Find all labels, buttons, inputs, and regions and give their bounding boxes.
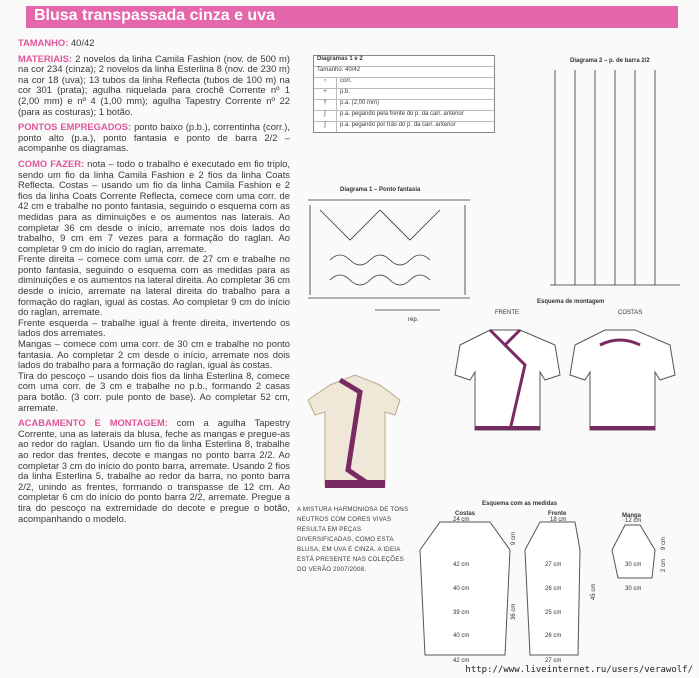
manga-val-2: 30 cm [625, 586, 642, 592]
mangas: Mangas – comece com uma corr. de 30 cm e trabalhe no ponto fantasia. Ao completar 2 cm desde o início, arremate nos dois lados do trabalho para a formação do raglan, igual às costas. [18, 338, 290, 371]
height-4: 2 cm [661, 558, 667, 572]
diagram1-rep: rep. [408, 317, 419, 323]
frente-direita: Frente direita – comece com uma corr. de 27 cm e trabalhe no ponto fantasia, seguindo o esquema com as medidas para as diminuições e os aumentos na lateral direita. Ao completar 36 cm desde o início, arremate na lateral direita do trabalho para a formação do raglan, igual às costas. Ao completar 9 cm do início do raglan, arremate. [18, 253, 290, 318]
costas-val-4: 40 cm [453, 633, 470, 639]
montagem-back [570, 330, 675, 430]
frente-val-4: 26 cm [545, 633, 562, 639]
frente-piece-label: Frente [548, 511, 567, 517]
manga-piece-label: Manga [622, 513, 642, 519]
montagem-front [455, 330, 560, 430]
height-0: 9 cm [511, 531, 517, 545]
plus-icon: + [314, 89, 337, 99]
costas-val-0: 24 cm [453, 517, 470, 523]
chain-icon: ○ [314, 78, 337, 88]
manga-val-1: 30 cm [625, 562, 642, 568]
page-title: Blusa transpassada cinza e uva [34, 7, 275, 24]
frente-val-0: 18 cm [550, 517, 567, 523]
materiais: MATERIAIS: 2 novelos da linha Camila Fashion (nov. de 500 m) na cor 234 (cinza); 2 novelos da linha Esterlina 8 (nov. de 230 m) na cor 18 (uva); 13 tubos da linha Reflecta (tubos de 100 m) na cor 301 (prata); agulha niquelada para crochê Corrente nº 1 (2,00 mm) e nº 4 (1,00 mm); agulha Tapestry Corrente nº 22 (para as costuras); 1 botão. [18, 52, 290, 117]
diagram2-chart [550, 70, 680, 285]
frente-val-2: 26 cm [545, 586, 562, 592]
height-1: 36 cm [511, 603, 517, 620]
costas-val-5: 42 cm [453, 658, 470, 664]
height-3: 9 cm [661, 536, 667, 550]
height-2: 45 cm [591, 583, 597, 600]
legend-size: Tamanho: 40/42 [317, 67, 361, 73]
manga-val-0: 12 cm [625, 518, 642, 524]
dc-icon: † [314, 100, 337, 110]
diagram1-chart [308, 200, 470, 310]
garment-photo [304, 368, 409, 498]
costas-val-2: 40 cm [453, 586, 470, 592]
source-credit: http://www.liveinternet.ru/users/verawolf/ [465, 665, 693, 675]
pontos: PONTOS EMPREGADOS: ponto baixo (p.b.), correntinha (corr.), ponto alto (p.a.), ponto fantasia e ponto de barra 2/2 – acompanhe os diagramas. [18, 121, 290, 154]
frente-val-5: 27 cm [545, 658, 562, 664]
costas-label: COSTAS [618, 310, 643, 316]
costas-piece-label: Costas [455, 511, 476, 517]
frente-val-3: 25 cm [545, 610, 562, 616]
diagram1-title: Diagrama 1 – Ponto fantasia [340, 187, 421, 193]
measure-manga [612, 525, 655, 578]
tamanho: TAMANHO: 40/42 [18, 37, 95, 48]
frente-esquerda: Frente esquerda – trabalhe igual à frente direita, invertendo os lados dos arremates. [18, 316, 290, 339]
back-post-icon: ʃ [314, 122, 337, 132]
caption-note: A MISTURA HARMONIOSA DE TONS NEUTROS COM CORES VIVAS RESULTA EM PEÇAS DIVERSIFICADAS, COMO ESTA BLUSA, EM UVA E CINZA. A IDEIA ESTÁ PRESENTE NAS COLEÇÕES DO VERÃO 2007/2008. [297, 506, 409, 573]
frente-val-1: 27 cm [545, 562, 562, 568]
acabamento: ACABAMENTO E MONTAGEM: com a agulha Tapestry Corrente, una as laterais da blusa, feche as mangas e pregue-as ao redor do raglan. Usando um fio da linha Esterlina 8, trabalhe ao redor das frentes, decote e mangas no ponto barra 2/2. Ao completar 3 cm do início do ponto barra, arremate. Usando 2 fios da linha Esterlina 5, trabalhe ao redor da barra, no ponto barra 2/2, unindo as frentes, formando o transpasse de 12 cm. Ao completar 6 cm do início do ponto barra 2/2, arremate. Pregue a tira do pescoço na extremidade do decote e pregue o botão, acompanhando o modelo. [18, 417, 290, 524]
como-fazer: COMO FAZER: nota – todo o trabalho é executado em fio triplo, sendo um fio da linha Camila Fashion e 2 fios da linha Coats Reflecta. Costas – usando um fio da linha Camila Fashion e 2 fios da linha Coats Corrente Reflecta, comece com uma corr. de 42 cm e trabalhe no ponto fantasia, seguindo o esquema com as medidas para as diminuições e os aumentos nas laterais. Ao completar 36 cm desde o início, arremate nos dois lados do trabalho, 9 cm em 7 vezes para a formação do raglan. Ao completar 9 cm do início do raglan, arremate. [18, 157, 290, 254]
front-post-icon: ∫ [314, 111, 337, 121]
legend-title: Diagramas 1 e 2 [317, 56, 363, 62]
medidas-title: Esquema com as medidas [482, 501, 558, 507]
tira-pescoco: Tira do pescoço – usando dois fios da linha Esterlina 8, comece com uma corr. de 3 cm e trabalhe no p.b., formando 2 casas para botão. (3 corr. pule ponto de base). Ao completar 52 cm, arremate. [18, 369, 290, 413]
legend-table: Diagramas 1 e 2 Tamanho: 40/42 ○ corr. + p.b. † p.a. (2,00 mm) ∫ p.a. pegando pela frente do p. da carr. anterior ʃ p.a. pegando por trás do p. da carr. anterior [313, 55, 495, 133]
frente-label: FRENTE [495, 310, 519, 316]
costas-val-1: 42 cm [453, 562, 470, 568]
diagram2-title: Diagrama 2 – p. de barra 2/2 [570, 58, 650, 64]
costas-val-3: 39 cm [453, 610, 470, 616]
montagem-title: Esquema de montagem [537, 299, 605, 305]
